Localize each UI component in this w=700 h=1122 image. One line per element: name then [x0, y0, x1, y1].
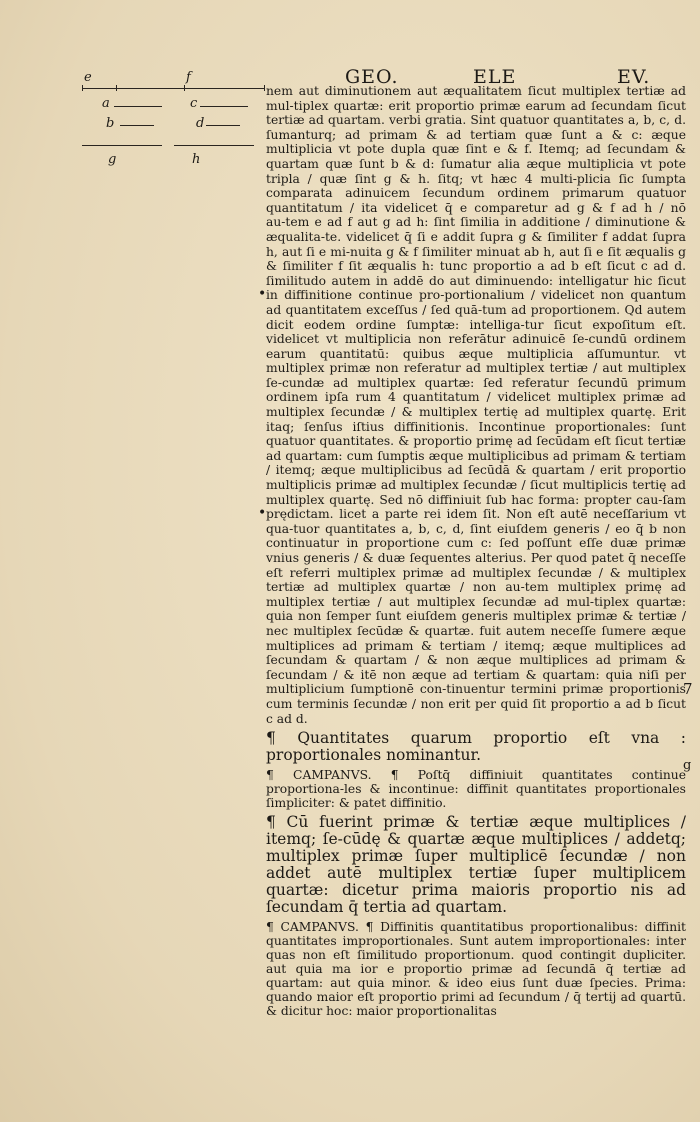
label-g: g: [108, 152, 117, 167]
label-f: f: [186, 70, 191, 85]
line-segments-figure: [80, 66, 270, 176]
commentary-paragraph: nem aut diminutionem aut æqualitatem ſicut multiplex tertiæ ad mul‑tiplex quartæ: erit proportio primæ earum ad ſecundam ſicut tertiæ ad quartam. verbi gratia. Sint quatuor quantitates a, b, c, d. ſumanturq; ad primam & ad tertiam quæ ſunt a & c: æque multiplicia vt pote dupla quæ ſint e & f. Itemq; ad ſecundam & quartam quæ ſunt b & d: ſumatur alia æque multiplicia vt pote tripla / quæ ſint g & h. ſitq; vt hæc 4 multi‑plicia ſic ſumpta comparata adinuicem ſecundum ordinem primarum quatuor quantitatum / ita videlicet q̄ e comparetur ad g & f ad h / nō au‑tem e ad f aut g ad h: ſint ſimilia in additione / diminutione & æqualita‑te. videlicet q̄ ſi e addit ſupra g & ſimiliter f addat ſupra h, aut ſi e mi‑nuita g & f ſimiliter minuat ab h, aut ſi e ſit æqualis g & ſimiliter f ſit æqualis h: tunc proportio a ad b eſt ſicut c ad d. ſimilitudo autem in addē do aut diminuendo: intelligatur hic ſicut in diffinitione continue pro‑portionalium / videlicet non quantum ad quantitatem exceſſus / ſed quā‑tum ad proportionem. Qd autem dicit eodem ordine ſumptæ: intelliga‑tur ſicut expoſitum eſt. videlicet vt multiplicia non referātur adinuicē ſe‑cundū ordinem earum quantitatū: quibus æque multiplicia aſſumuntur. vt multiplex primæ non referatur ad multiplex tertiæ / aut multiplex ſe‑cundæ ad multiplex quartæ: ſed referatur ſecundū primum ordinem ipſa rum 4 quantitatum / videlicet multiplex primæ ad multiplex ſecundæ / & multiplex tertię ad multiplex quartę. Erit itaq; ſenſus iſtius diffinitionis. Incontinue proportionales: ſunt quatuor quantitates. & proportio primę ad ſecūdam eſt ſicut tertiæ ad quartam: cum ſumptis æque multiplicibus ad primam & tertiam / itemq; æque multiplicibus ad ſecūdā & quartam / erit proportio multiplicis primæ ad multiplex ſecundæ / ſicut multiplicis tertię ad multiplex quartę. Sed nō diffiniuit ſub hac forma: propter cau‑ſam prędictam. licet a parte rei idem ſit. Non eſt autē neceſſarium vt qua‑tuor quantitates a, b, c, d, ſint eiuſdem generis / eo q̄ b non continuatur in proportione cum c: ſed poſſunt eſſe duæ primæ vnius generis / & duæ ſequentes alterius. Per quod patet q̄ neceſſe eſt referri multiplex primæ ad multiplex ſecundæ / & multiplex tertiæ ad multiplex quartæ / non au‑tem multiplex primę ad multiplex tertiæ / aut multiplex ſecundæ ad mul‑tiplex quartæ: quia non ſemper ſunt eiuſdem generis multiplex primæ & tertiæ / nec multiplex ſecūdæ & quartæ. fuit autem neceſſe ſumere æque multiplices ad primam & tertiam / itemq; æque multiplices ad ſecundam & quartam / & non æque multiplices ad primam & ſecundam / & itē non æque ad tertiam & quartam: quia niſi per multiplicium ſumptionē con‑tinuentur termini primæ proportionis cum terminis ſecundæ / non erit per quid ſit proportio a ad b ſicut c ad d.: [266, 84, 686, 726]
tick: [82, 85, 83, 91]
segment-c: [200, 106, 248, 107]
header-left: GEO.: [345, 66, 399, 88]
label-b: b: [106, 116, 115, 131]
margin-dot: •: [258, 286, 267, 302]
definition-maior-proportio: ¶ Cū fuerint primæ & tertiæ æque multiplices / itemq; ſe‑cūdę & quartæ æque multiplices / addetq; multiplex primæ ſuper multiplicē ſecundæ / non addet autē multiplex tertiæ ſuper multiplicem quartæ: dicetur prima maioris proportio nis ad ſecundam q̄ tertia ad quartam.: [266, 813, 686, 917]
margin-aside-letter: g: [683, 758, 692, 773]
segment-g: [82, 145, 162, 146]
segment-h: [174, 145, 254, 146]
label-c: c: [190, 96, 198, 111]
header-right: EV.: [617, 66, 651, 88]
label-h: h: [192, 152, 201, 167]
segment-a: [114, 106, 162, 107]
margin-dot-2: •: [258, 505, 267, 521]
segment-d: [206, 125, 240, 126]
label-e: e: [84, 70, 92, 85]
tick: [184, 85, 185, 91]
tick: [264, 85, 265, 91]
definition-proportionales: ¶ Quantitates quarum proportio eſt vna : proportionales nominantur.: [266, 729, 686, 765]
campanus-note-2: ¶ CAMPANVS. ¶ Diffinitis quantitatibus proportionalibus: diffinit quantitates improportionales. Sunt autem improportionales: inter quas non eſt ſimilitudo proportionum. quod contingit dupliciter. aut quia ma ior e proportio primæ ad ſecundā q̄ tertiæ ad quartam: aut quia minor. & ideo eius ſunt duæ ſpecies. Prima: quando maior eſt proportio primi ad ſecundum / q̄ tertij ad quartū. & dicitur hoc: maior proportionalitas: [266, 920, 686, 1019]
label-d: d: [196, 116, 205, 131]
margin-definition-number: 7: [683, 680, 693, 698]
main-text-column: [266, 84, 686, 1020]
campanus-note-1: ¶ CAMPANVS. ¶ Poſtq̄ diffiniuit quantitates continue proportiona‑les & incontinue: diffinit quantitates proportionales ſimpliciter: & patet diffinitio.: [266, 768, 686, 811]
tick: [116, 85, 117, 91]
segment-b: [120, 125, 154, 126]
header-middle: ELE: [473, 66, 517, 88]
label-a: a: [102, 96, 110, 111]
segment-e-f: [82, 88, 264, 89]
